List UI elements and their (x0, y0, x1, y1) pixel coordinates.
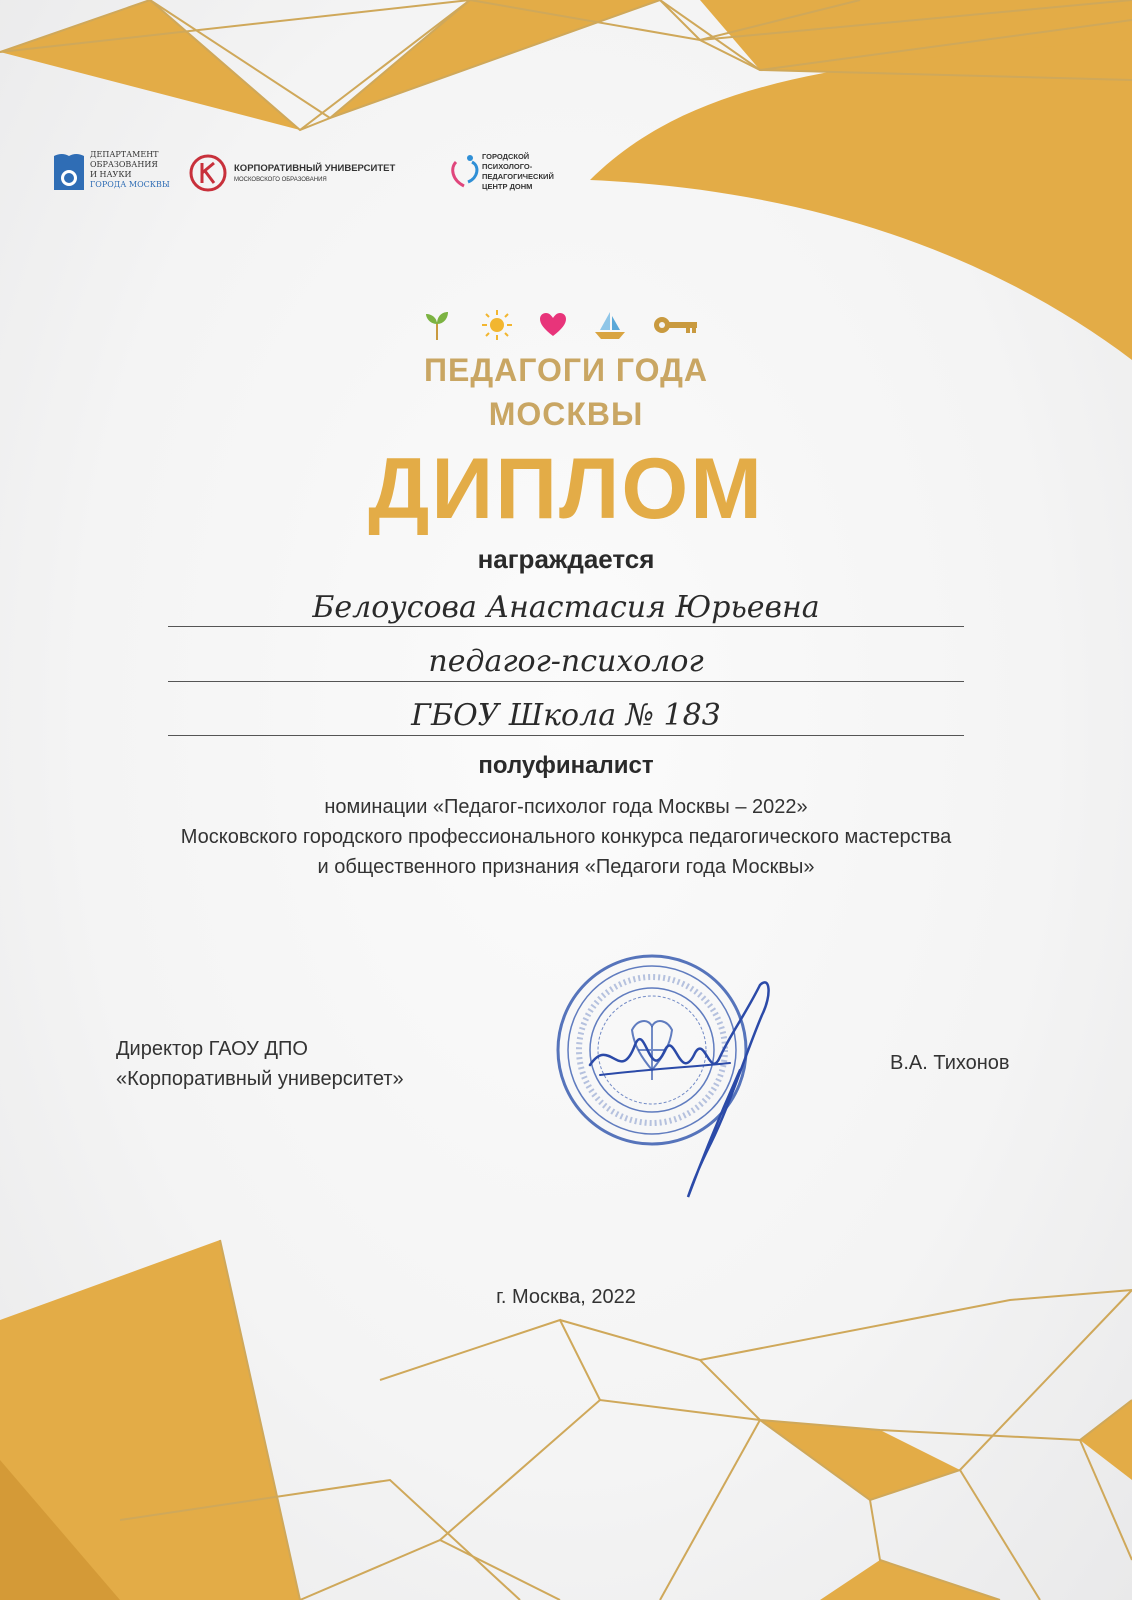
heart-icon (538, 310, 568, 340)
book-globe-icon (52, 150, 86, 192)
dept-line1: ДЕПАРТАМЕНТ (90, 150, 159, 159)
emblem-icons (420, 308, 710, 342)
diploma-title: ДИПЛОМ (368, 441, 764, 537)
logo-department-education (52, 148, 182, 198)
sprout-icon (420, 308, 454, 342)
recipient-position: педагог-психолог (428, 644, 704, 679)
name-underline (168, 626, 964, 627)
city-year-footer: г. Москва, 2022 (496, 1286, 636, 1308)
dept-line4: ГОРОДА МОСКВЫ (90, 180, 170, 189)
status-label: полуфиналист (478, 752, 654, 779)
corp-subtitle: МОСКОВСКОГО ОБРАЗОВАНИЯ (234, 177, 327, 183)
emblem-line1: ПЕДАГОГИ ГОДА (424, 352, 708, 388)
awarded-label: награждается (477, 544, 655, 574)
signer-role-line2: «Корпоративный университет» (116, 1068, 404, 1090)
key-icon (652, 314, 700, 336)
center-line2: ПСИХОЛОГО- (482, 162, 533, 171)
description-line2: Московского городского профессионального конкурса педагогического мастерства (180, 826, 952, 848)
recipient-school: ГБОУ Школа № 183 (411, 698, 721, 733)
logo-corporate-university (188, 153, 433, 195)
corp-title: КОРПОРАТИВНЫЙ УНИВЕРСИТЕТ (234, 163, 396, 174)
signer-role-line1: Директор ГАОУ ДПО (116, 1038, 308, 1060)
position-underline (168, 681, 964, 682)
boat-icon (592, 308, 628, 342)
logo-psych-center (448, 150, 578, 198)
recipient-name: Белоусова Анастасия Юрьевна (312, 590, 820, 625)
school-underline (168, 735, 964, 736)
description-line1: номинации «Педагог-психолог года Москвы – 2022» (324, 796, 808, 818)
description-line3: и общественного признания «Педагоги года Москвы» (317, 856, 815, 878)
center-line4: ЦЕНТР ДОНМ (482, 182, 533, 191)
psych-center-emblem-icon (448, 152, 484, 192)
center-line1: ГОРОДСКОЙ (482, 152, 530, 161)
sun-icon (480, 308, 514, 342)
dept-line2: ОБРАЗОВАНИЯ (90, 160, 158, 169)
signer-name: В.А. Тихонов (890, 1052, 1010, 1074)
dept-line3: И НАУКИ (90, 170, 132, 179)
corporate-university-emblem-icon (188, 153, 228, 193)
center-line3: ПЕДАГОГИЧЕСКИЙ (482, 172, 554, 181)
emblem-line2: МОСКВЫ (488, 396, 644, 432)
handwritten-signature (580, 975, 790, 1205)
